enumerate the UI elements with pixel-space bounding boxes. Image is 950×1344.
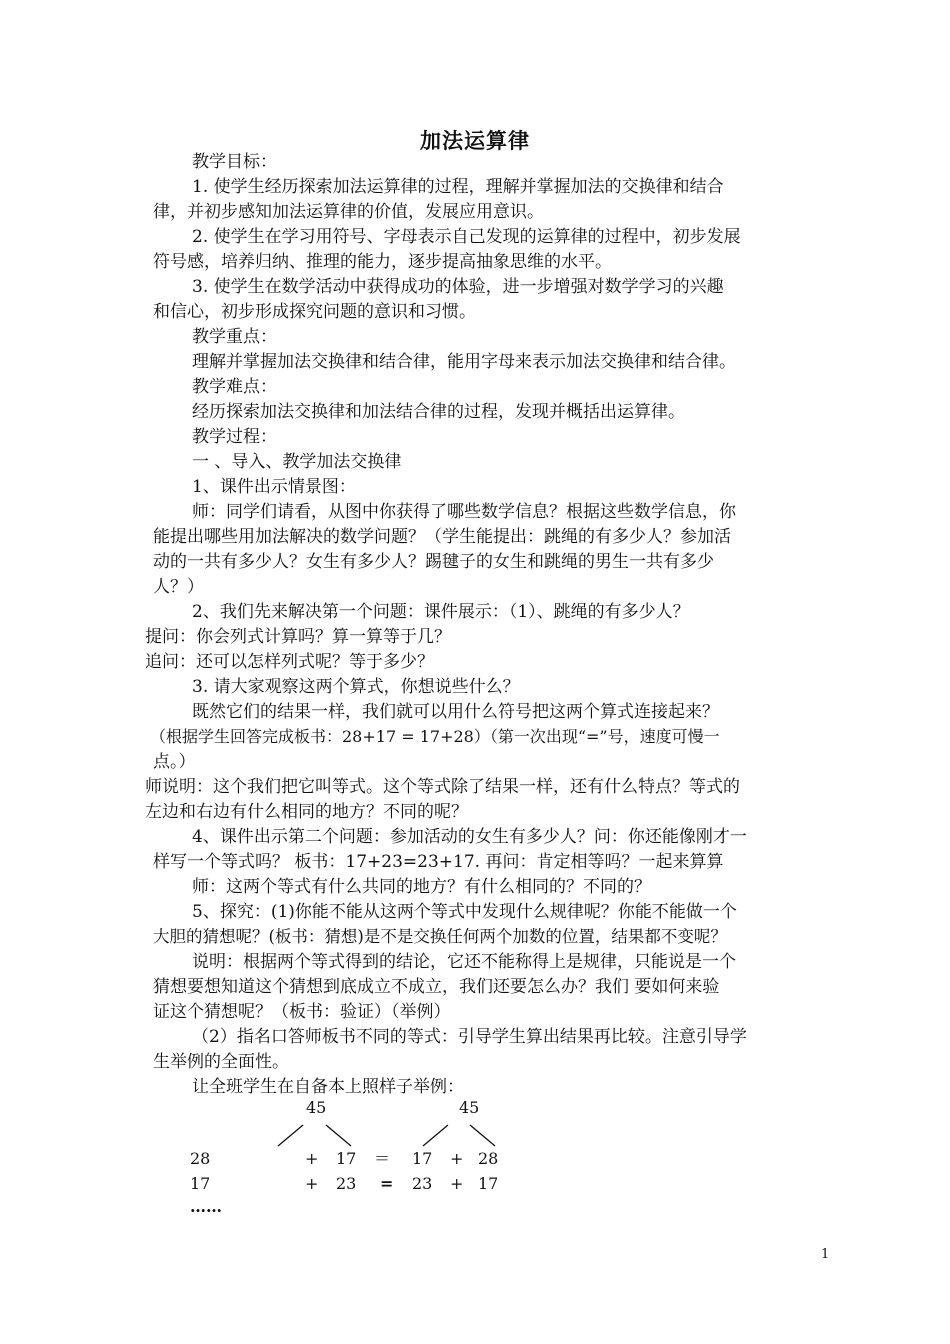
row1-equals: ＝ xyxy=(374,1149,391,1168)
row2-equals: = xyxy=(380,1174,394,1193)
row2-addend-b: 23 xyxy=(336,1174,357,1193)
text-line: 证这个猜想呢？（板书：验证）（举例） xyxy=(153,1002,451,1022)
row2-plus-left: + xyxy=(305,1174,319,1193)
row2-addend-c: 23 xyxy=(412,1174,433,1193)
text-line: 点。） xyxy=(153,752,196,772)
text-line: 师：同学们请看，从图中你获得了哪些数学信息？根据这些数学信息，你 xyxy=(192,502,736,522)
text-line: 律，并初步感知加法运算律的价值，发展应用意识。 xyxy=(153,202,544,222)
text-line: 师说明：这个我们把它叫等式。这个等式除了结果一样，还有什么特点？等式的 xyxy=(145,777,740,797)
text-line: 符号感，培养归纳、推理的能力，逐步提高抽象思维的水平。 xyxy=(153,252,612,272)
page-number: 1 xyxy=(821,1247,830,1262)
text-line: 3. 请大家观察这两个算式，你想说些什么？ xyxy=(192,677,520,697)
text-line: 2. 使学生在学习用符号、字母表示自己发现的运算律的过程中，初步发展 xyxy=(192,227,741,247)
row1-addend-d: 28 xyxy=(478,1149,499,1168)
row2-addend-a: 17 xyxy=(190,1174,211,1193)
sum-left: 45 xyxy=(306,1098,327,1117)
text-line: 一 、导入、教学加法交换律 xyxy=(192,452,402,472)
text-line: 5、探究：(1)你能不能从这两个等式中发现什么规律呢？你能不能做一个 xyxy=(192,902,737,922)
text-line: 2、我们先来解决第一个问题：课件展示：（1）、跳绳的有多少人？ xyxy=(192,602,690,622)
text-line: 教学重点： xyxy=(192,327,277,347)
text-line: 3. 使学生在数学活动中获得成功的体验，进一步增强对数学学习的兴趣 xyxy=(192,277,724,297)
row2-addend-d: 17 xyxy=(478,1174,499,1193)
text-line: 经历探索加法交换律和加法结合律的过程，发现并概括出运算律。 xyxy=(192,402,685,422)
text-line: 人？） xyxy=(153,577,204,597)
row1-plus-left: + xyxy=(305,1149,319,1168)
text-line: 能提出哪些用加法解决的数学问题？（学生能提出：跳绳的有多少人？参加活 xyxy=(153,527,731,547)
row1-addend-c: 17 xyxy=(412,1149,433,1168)
text-line: （2）指名口答师板书不同的等式：引导学生算出结果再比较。注意引导学 xyxy=(192,1027,747,1047)
text-line: 猜想要想知道这个猜想到底成立不成立，我们还要怎么办？我们 要如何来验 xyxy=(153,977,720,997)
text-line: 说明：根据两个等式得到的结论，它还不能称得上是规律，只能说是一个 xyxy=(192,952,736,972)
text-line: 教学难点： xyxy=(192,377,277,397)
text-line: 追问：还可以怎样列式呢？等于多少？ xyxy=(145,652,434,672)
row2-plus-right: + xyxy=(450,1174,464,1193)
text-line: 理解并掌握加法交换律和结合律，能用字母来表示加法交换律和结合律。 xyxy=(192,352,736,372)
text-line: 样写一个等式吗？ 板书：17+23=23+17. 再问：肯定相等吗？一起来算算 xyxy=(153,852,724,872)
text-line: 1、课件出示情景图： xyxy=(192,477,356,497)
text-line: 提问：你会列式计算吗？算一算等于几？ xyxy=(145,627,451,647)
text-line: 生举例的全面性。 xyxy=(153,1052,289,1072)
row1-addend-a: 28 xyxy=(190,1149,211,1168)
text-line: 左边和右边有什么相同的地方？不同的呢？ xyxy=(145,802,468,822)
text-line: 让全班学生在自备本上照样子举例： xyxy=(192,1077,464,1097)
text-line: 动的一共有多少人？女生有多少人？踢毽子的女生和跳绳的男生一共有多少 xyxy=(153,552,714,572)
row1-plus-right: + xyxy=(450,1149,464,1168)
text-line: 教学过程： xyxy=(192,427,277,447)
page-title: 加法运算律 xyxy=(420,128,530,153)
text-line: 和信心，初步形成探究问题的意识和习惯。 xyxy=(153,302,476,322)
text-line: （根据学生回答完成板书：28+17 = 17+28）（第一次出现“=”号，速度可慢一 xyxy=(150,727,720,746)
text-line: 1. 使学生经历探索加法运算律的过程，理解并掌握加法的交换律和结合 xyxy=(192,177,724,197)
row1-addend-b: 17 xyxy=(336,1149,357,1168)
text-line: 教学目标： xyxy=(192,152,277,172)
text-line: 4、课件出示第二个问题：参加活动的女生有多少人？问：你还能像刚才一 xyxy=(192,827,747,847)
text-line: 师：这两个等式有什么共同的地方？有什么相同的？不同的？ xyxy=(192,877,651,897)
text-line: 既然它们的结果一样，我们就可以用什么符号把这两个算式连接起来？ xyxy=(192,702,719,722)
text-line: 大胆的猜想呢？(板书：猜想)是不是交换任何两个加数的位置，结果都不变呢？ xyxy=(153,927,727,946)
ellipsis: …… xyxy=(190,1197,222,1216)
sum-right: 45 xyxy=(459,1098,480,1117)
